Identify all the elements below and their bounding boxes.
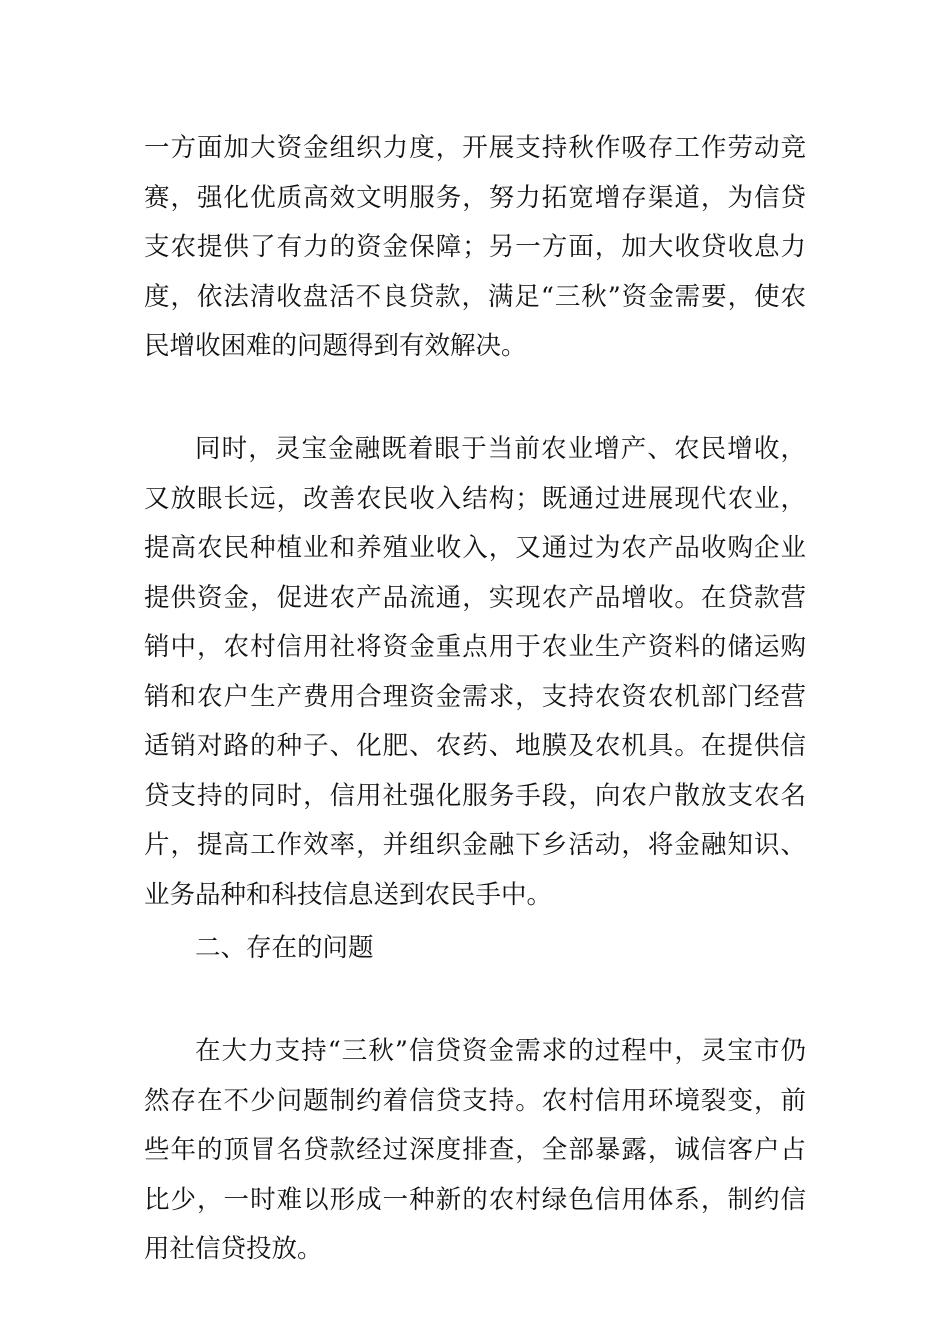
- paragraph-credit-problems: 在大力支持“三秋”信贷资金需求的过程中，灵宝市仍然存在不少问题制约着信贷支持。农村信用环境裂变，前些年的顶冒名贷款经过深度排查，全部暴露，诚信客户占比少，一时难以形成一种新的农村绿色信用体系，制约信用社信贷投放。: [144, 1036, 806, 1264]
- section-heading-problems: 二、存在的问题: [195, 933, 374, 963]
- paragraph-income-structure: 同时，灵宝金融既着眼于当前农业增产、农民增收，又放眼长远，改善农民收入结构；既通过进展现代农业，提高农民种植业和养殖业收入，又通过为农产品收购企业提供资金，促进农产品流通，实现农产品增收。在贷款营销中，农村信用社将资金重点用于农业生产资料的储运购销和农户生产费用合理资金需求，支持农资农机部门经营适销对路的种子、化肥、农药、地膜及农机具。在提供信贷支持的同时，信用社强化服务手段，向农户散放支农名片，提高工作效率，并组织金融下乡活动，将金融知识、业务品种和科技信息送到农民手中。: [144, 434, 806, 910]
- paragraph-funding-efforts: 一方面加大资金组织力度，开展支持秋作吸存工作劳动竞赛，强化优质高效文明服务，努力拓宽增存渠道，为信贷支农提供了有力的资金保障；另一方面，加大收贷收息力度，依法清收盘活不良贷款，满足“三秋”资金需要，使农民增收困难的问题得到有效解决。: [144, 133, 806, 361]
